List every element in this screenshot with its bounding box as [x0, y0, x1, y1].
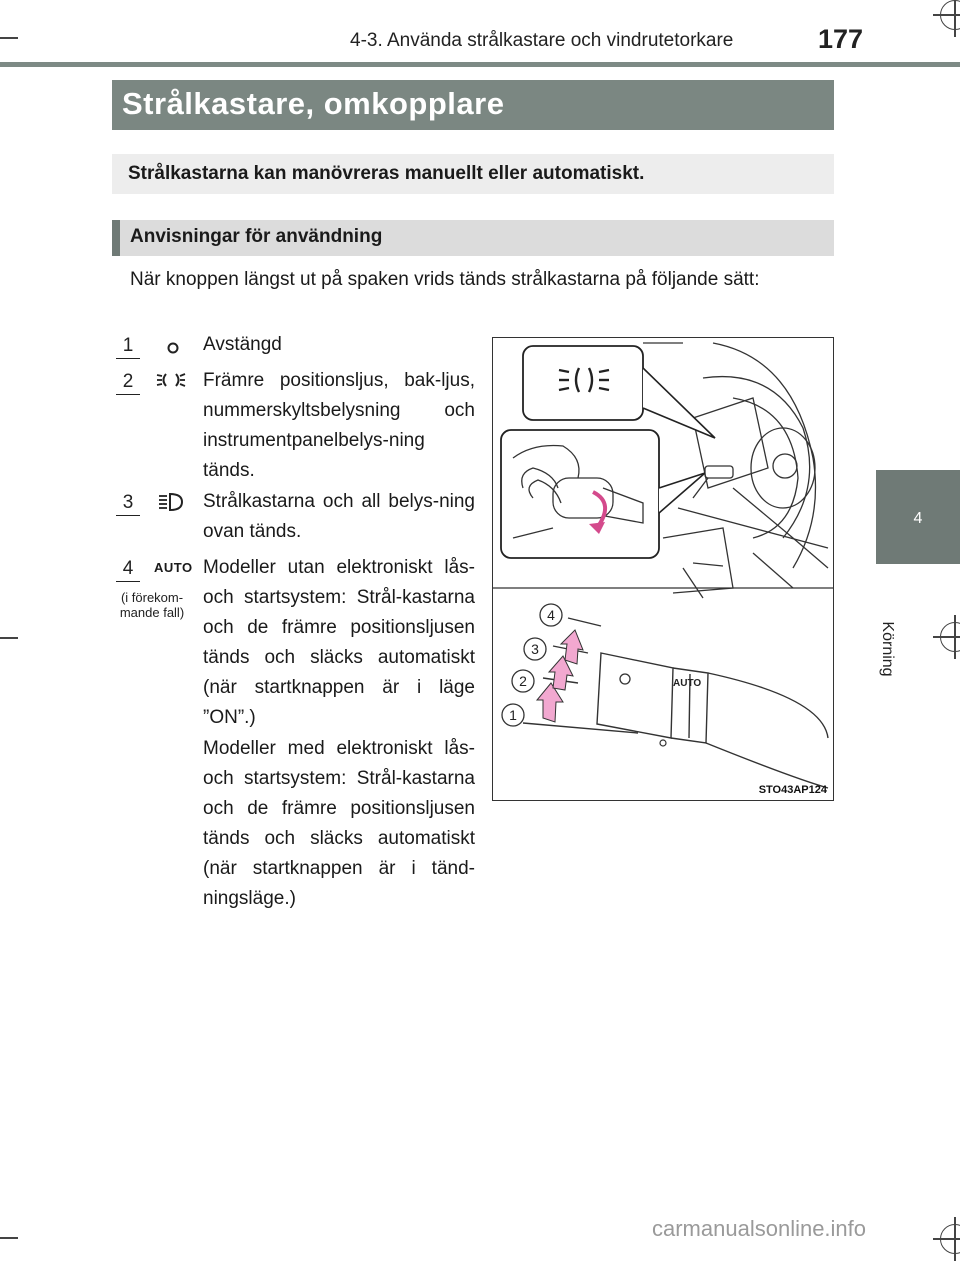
- section-heading: [112, 220, 834, 256]
- item-number: 3: [116, 491, 140, 516]
- title-band: [112, 80, 834, 130]
- switch-auto-label: AUTO: [673, 678, 702, 689]
- header-rule: [0, 62, 960, 67]
- item-text: Modeller utan elektroniskt lås- och startsystem: Strål-kastarna och de främre positionsljusen tänds och släcks automatiskt (när startknappen är i läge ”ON”.): [203, 557, 475, 728]
- callout-1: 1: [509, 707, 517, 723]
- section-heading-text: Anvisningar för användning: [130, 226, 383, 247]
- headlight-switch-illustration: [492, 337, 834, 801]
- callout-2: 2: [519, 673, 527, 689]
- position-lights-icon: [154, 368, 188, 397]
- illustration-drawing: [493, 338, 833, 800]
- crop-mark: [0, 1237, 18, 1239]
- callout-3: 3: [531, 641, 539, 657]
- off-icon: [163, 338, 183, 363]
- item-text: Avstängd: [203, 334, 282, 355]
- chapter-tab: [876, 470, 960, 564]
- crop-mark: [0, 637, 18, 639]
- callout-4: 4: [547, 607, 555, 623]
- registration-mark: [940, 0, 960, 30]
- registration-mark: [940, 1224, 960, 1254]
- auto-icon-label: AUTO: [154, 560, 193, 575]
- crop-mark: [0, 37, 18, 39]
- chapter-header: 4-3. Använda strålkastare och vindrutetorkare: [350, 30, 734, 51]
- registration-mark: [940, 622, 960, 652]
- watermark: carmanualsonline.info: [652, 1216, 867, 1241]
- item-number: 2: [116, 370, 140, 395]
- headlights-icon: [156, 490, 186, 519]
- page-number: 177: [818, 24, 864, 54]
- figure-code: STO43AP124: [758, 784, 827, 796]
- intro-box: [112, 154, 834, 194]
- chapter-label-text: Körning: [879, 621, 896, 677]
- page-title: Strålkastare, omkopplare: [122, 86, 505, 121]
- item-text-alt: Modeller med elektroniskt lås- och startsystem: Strål-kastarna och de främre positionsljusen tänds och släcks automatiskt (när startknappen är i tänd-ningsläge.): [203, 738, 475, 909]
- chapter-label: [875, 610, 895, 690]
- item-number: 1: [116, 334, 140, 359]
- auto-icon: [154, 559, 193, 577]
- item-text: Strålkastarna och all belys-ning ovan tänds.: [203, 491, 475, 542]
- intro-text: Strålkastarna kan manövreras manuellt eller automatiskt.: [128, 163, 645, 184]
- body-paragraph: När knoppen längst ut på spaken vrids tänds strålkastarna på följande sätt:: [130, 269, 760, 290]
- availability-note: (i förekom-mande fall): [119, 590, 185, 620]
- item-number: 4: [116, 557, 140, 582]
- item-text: Främre positionsljus, bak-ljus, nummerskyltsbelysning och instrumentpanelbelys-ning tänds.: [203, 370, 475, 481]
- chapter-number: 4: [913, 510, 923, 527]
